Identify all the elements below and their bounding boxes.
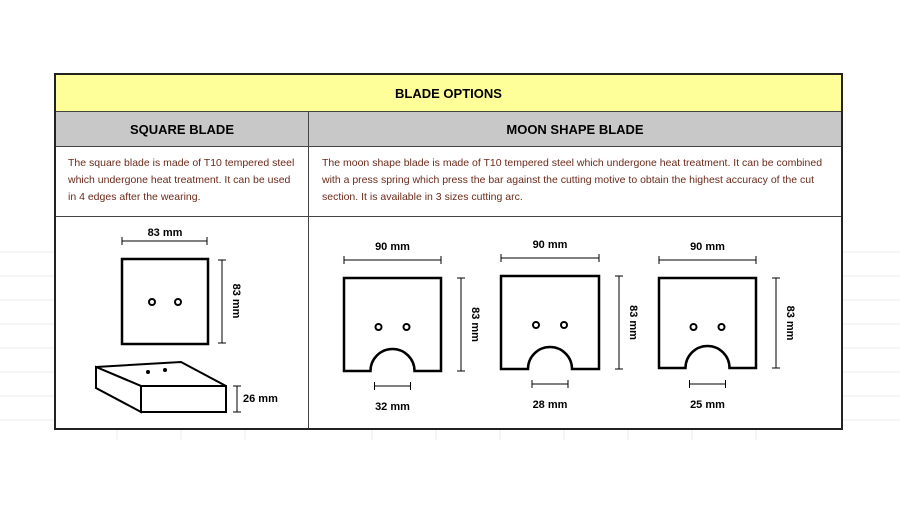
moon-blade-description: The moon shape blade is made of T10 tempered steel which undergone heat treatment. It can be combined with a press spring which press the bar against the cutting motive to obtain the highest accuracy of the cut section. It is available in 3 sizes cutting arc. — [309, 147, 841, 217]
moon-arc-label: 25 mm — [690, 399, 725, 411]
square-height-label: 83 mm — [230, 283, 242, 319]
moon-blade-drawings — [344, 239, 796, 413]
moon-width-label: 90 mm — [690, 241, 725, 253]
moon-height-label: 83 mm — [627, 305, 639, 340]
moon-blade-3 — [659, 241, 796, 411]
iso-hole-left — [146, 370, 150, 374]
moon-width-label: 90 mm — [375, 241, 410, 253]
moon-blade-2 — [501, 239, 639, 411]
moon-arc-label: 32 mm — [375, 401, 410, 413]
square-blade-description: The square blade is made of T10 tempered steel which undergone heat treatment. It can be used in 4 edges after the wearing. — [56, 147, 309, 217]
moon-width-label: 90 mm — [532, 239, 568, 251]
moon-height-label: 83 mm — [784, 305, 796, 341]
moon-blade-outline — [344, 278, 441, 371]
moon-arc-label: 28 mm — [532, 399, 568, 411]
moon-blade-heading: MOON SHAPE BLADE — [309, 112, 841, 147]
moon-height-label: 83 mm — [469, 307, 481, 342]
moon-blade-outline — [501, 276, 599, 369]
square-blade-front — [122, 259, 208, 344]
iso-hole-right — [163, 368, 167, 372]
square-width-label: 83 mm — [147, 227, 183, 239]
moon-blade-outline — [659, 278, 756, 368]
square-blade-iso — [96, 362, 226, 412]
moon-blade-1 — [344, 241, 481, 413]
table-title: BLADE OPTIONS — [56, 75, 841, 112]
square-blade-heading: SQUARE BLADE — [56, 112, 309, 147]
square-thickness-label: 26 mm — [243, 393, 278, 405]
square-blade-drawing — [96, 227, 278, 412]
